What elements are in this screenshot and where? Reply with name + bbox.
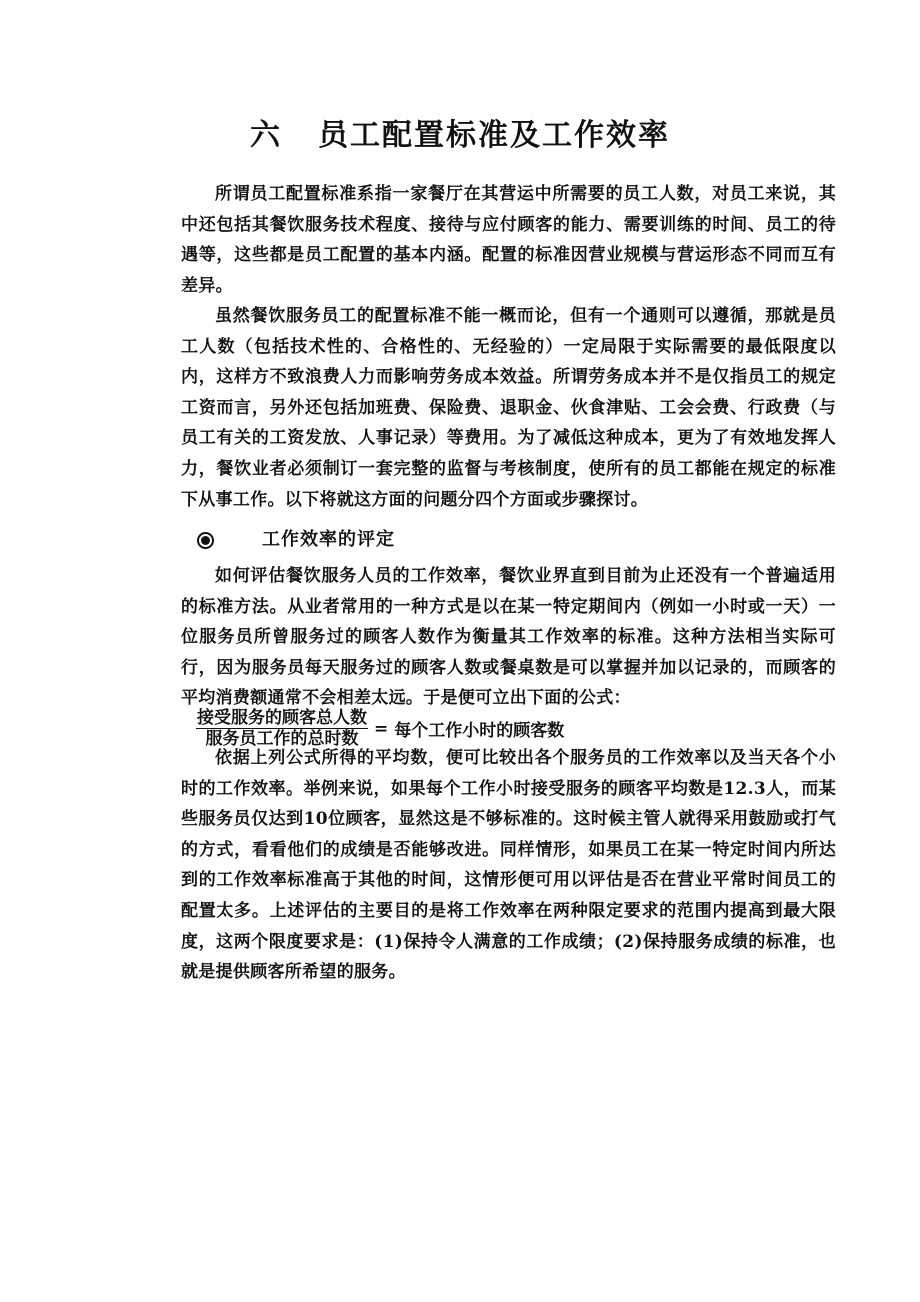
page-title [0,116,920,156]
formula-result: 每个工作小时的顾客数 [394,721,565,741]
bullet-circle-icon [197,532,214,549]
formula-equals: = [374,718,389,739]
intro-paragraph-1: 所谓员工配置标准系指一家餐厅在其营运中所需要的员工人数，对员工来说，其中还包括其餐饮服务技术程度、接待与应付顾客的能力、需要训练的时间、员工的待遇等，这些都是员工配置的基本内涵。配置的标准因营业规模与营运形态不同而互有差异。 [181,184,836,296]
formula-denominator: 服务员工作的总时数 [205,729,359,749]
section-paragraph-1: 如何评估餐饮服务人员的工作效率，餐饮业界直到目前为止还没有一个普遍适用的标准方法。从业者常用的一种方式是以在某一特定期间内（例如一小时或一天）一位服务员所曾服务过的顾客人数作为衡量其工作效率的标准。这种方法相当实际可行，因为服务员每天服务过的顾客人数或餐桌数是可以掌握并加以记录的，而顾客的平均消费额通常不会相差太远。于是便可立出下面的公式： [181,566,836,709]
chapter-title: 员工配置标准及工作效率 [318,118,670,153]
formula-numerator: 接受服务的顾客总人数 [197,708,367,728]
intro-paragraph-2: 虽然餐饮服务员工的配置标准不能一概而论，但有一个通则可以遵循，那就是员工人数（包括技术性的、合格性的、无经验的）一定局限于实际需要的最低限度以内，这样方不致浪费人力而影响劳务成本效益。所谓劳务成本并不是仅指员工的规定工资而言，另外还包括加班费、保险费、退职金、伙食津贴、工会会费、行政费（与员工有关的工资发放、人事记录）等费用。为了减低这种成本，更为了有效地发挥人力，餐饮业者必须制订一套完整的监督与考核制度，使所有的员工都能在规定的标准下从事工作。以下将就这方面的问题分四个方面或步骤探讨。 [181,306,836,510]
section-heading-text: 工作效率的评定 [262,529,395,550]
section-paragraph-2: 依据上列公式所得的平均数，便可比较出各个服务员的工作效率以及当天各个小时的工作效率。举例来说，如果每个工作小时接受服务的顾客平均数是12.3人，而某些服务员仅达到10位顾客，显然这是不够标准的。这时候主管人就得采用鼓励或打气的方式，看看他们的成绩是否能够改进。同样情形，如果员工在某一特定时间内所达到的工作效率标准高于其他的时间，这情形便可用以评估是否在营业平常时间员工的配置太多。上述评估的主要目的是将工作效率在两种限定要求的范围内提高到最大限度，这两个限度要求是：(1)保持令人满意的工作成绩；(2)保持服务成绩的标准，也就是提供顾客所希望的服务。 [181,748,836,983]
chapter-number: 六 [250,118,282,153]
section-heading [197,526,395,554]
